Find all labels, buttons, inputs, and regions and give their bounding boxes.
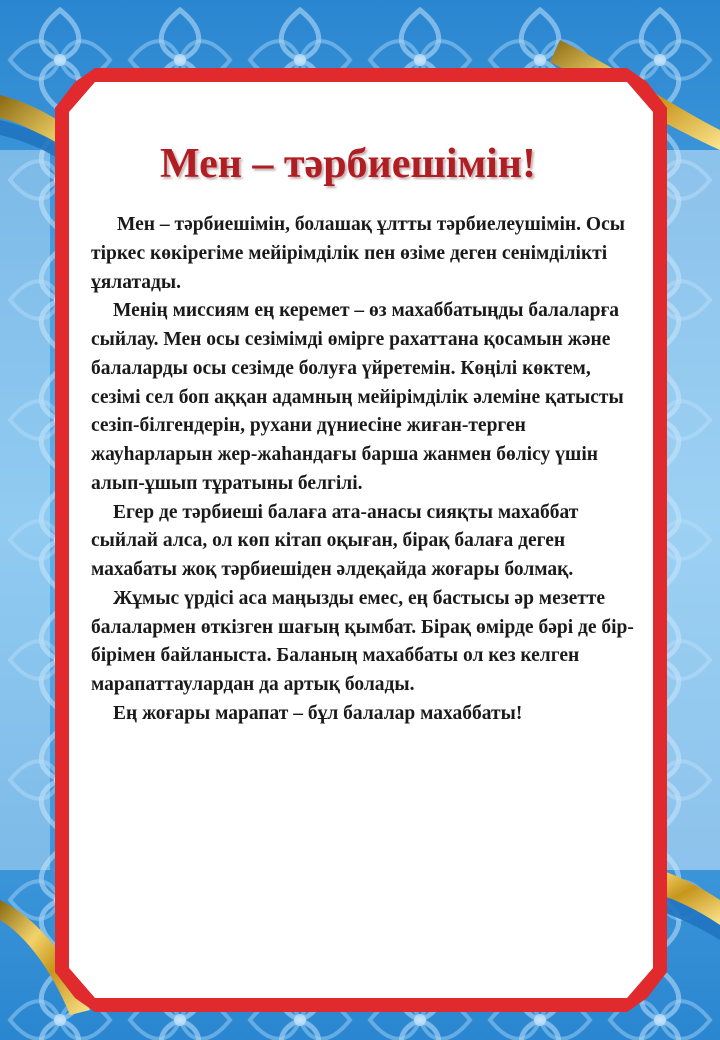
page-title: Мен – тәрбиешімін! bbox=[160, 141, 536, 187]
paragraph-1: Мен – тәрбиешімін, болашақ ұлтты тәрбиелеушімін. Осы тіркес көкірегіме мейірімділік пен өзіме деген сенімділікті ұялатады. bbox=[91, 214, 625, 293]
paragraph-2: Менің миссиям ең керемет – өз махаббатыңды балаларға сыйлау. Мен осы сезімімді өмірге рахаттана қосамын және балаларды осы сезімде болуға үйретемін. Көңілі көктем, сезімі сел боп аққан адамның мейірімділік әлеміне қатысты сезіп-білгендерін, рухани дүниесіне жиған-терген жауһарларын жер-жаһандағы барша жанмен бөлісу үшін алып-ұшып тұратыны белгілі. bbox=[91, 300, 624, 494]
body-text bbox=[91, 211, 636, 729]
paragraph-3: Егер де тәрбиеші балаға ата-анасы сияқты махаббат сыйлай алса, ол көп кітап оқыған, бірақ балаға деген махабаты жоқ тәрбиешіден әлдеқайда жоғары болмақ. bbox=[91, 501, 579, 580]
paragraph-4: Жұмыс үрдісі аса маңызды емес, ең бастысы әр мезетте балалармен өткізген шағың қымбат. Бірақ өмірде бәрі де бір-бірімен байланыста. Баланың махаббаты ол кез келген марапаттаулардан да артық болады. bbox=[91, 587, 634, 695]
paragraph-5: Ең жоғары марапат – бұл балалар махаббаты! bbox=[113, 702, 523, 724]
